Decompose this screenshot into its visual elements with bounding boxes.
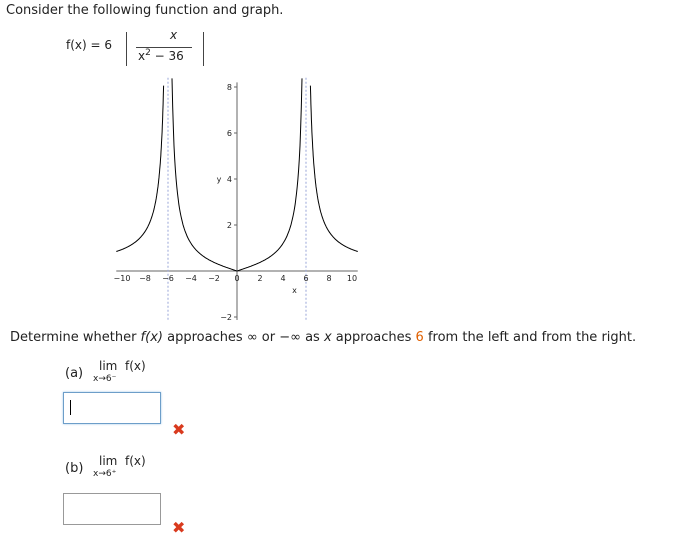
denominator-base: x (138, 49, 146, 63)
abs-bar-right (203, 32, 204, 66)
part-a-fx: f(x) (125, 359, 146, 373)
x-tick-label: 8 (326, 274, 332, 283)
part-a-subscript: x→6⁻ (93, 374, 117, 384)
graph-axes (113, 82, 358, 320)
function-lhs: f(x) = 6 (66, 38, 113, 52)
answer-input-b[interactable] (63, 493, 161, 525)
answer-input-a[interactable] (63, 392, 161, 424)
part-b-subscript: x→6⁺ (93, 469, 117, 479)
x-tick-label: −10 (113, 274, 131, 283)
incorrect-icon: ✖ (172, 518, 186, 537)
graph-x-ticks (114, 274, 358, 283)
y-tick-label: −2 (220, 313, 232, 320)
part-a-label: (a) (65, 366, 84, 381)
x-tick-label: 10 (346, 274, 358, 283)
abs-bar-left (126, 32, 127, 66)
graph-y-ticks (220, 83, 240, 320)
function-numerator: x (170, 28, 178, 42)
x-tick-label: 6 (303, 274, 309, 283)
denominator-exponent: 2 (145, 48, 151, 58)
x-tick-label: 2 (257, 274, 263, 283)
y-tick-label: 4 (226, 175, 232, 184)
part-b-lim: lim (99, 454, 118, 468)
y-tick-label: 2 (226, 221, 232, 230)
question-fx: f(x) (140, 330, 163, 345)
x-tick-label: −8 (139, 274, 151, 283)
intro-text: Consider the following function and graph. (6, 3, 284, 18)
denominator-rest: − 36 (150, 49, 184, 63)
graph-x-label: x (292, 286, 297, 295)
question-text (10, 330, 636, 345)
x-tick-label: −4 (185, 274, 197, 283)
x-tick-label: −6 (162, 274, 174, 283)
question-var: x (323, 330, 332, 345)
question-suffix: from the left and from the right. (423, 330, 637, 345)
x-tick-label: −2 (208, 274, 220, 283)
function-denominator (138, 48, 184, 63)
y-tick-label: 6 (226, 129, 232, 138)
x-tick-label: 4 (280, 274, 286, 283)
function-graph (110, 75, 375, 320)
function-definition (66, 30, 216, 70)
text-caret (70, 400, 71, 415)
question-value: 6 (415, 330, 424, 345)
part-b-fx: f(x) (125, 454, 146, 468)
question-mid1: approaches ∞ or −∞ as (162, 330, 324, 345)
x-tick-label: 0 (234, 274, 240, 283)
incorrect-icon: ✖ (172, 420, 186, 439)
part-a-limit (65, 359, 185, 394)
y-tick-label: 8 (226, 83, 232, 92)
graph-y-label: y (216, 175, 222, 184)
function-curve (116, 86, 163, 252)
function-curve (310, 86, 357, 252)
question-mid2: approaches (331, 330, 416, 345)
question-prefix: Determine whether (10, 330, 141, 345)
part-b-label: (b) (65, 461, 84, 476)
part-a-lim: lim (99, 359, 118, 373)
part-b-limit (65, 454, 185, 489)
